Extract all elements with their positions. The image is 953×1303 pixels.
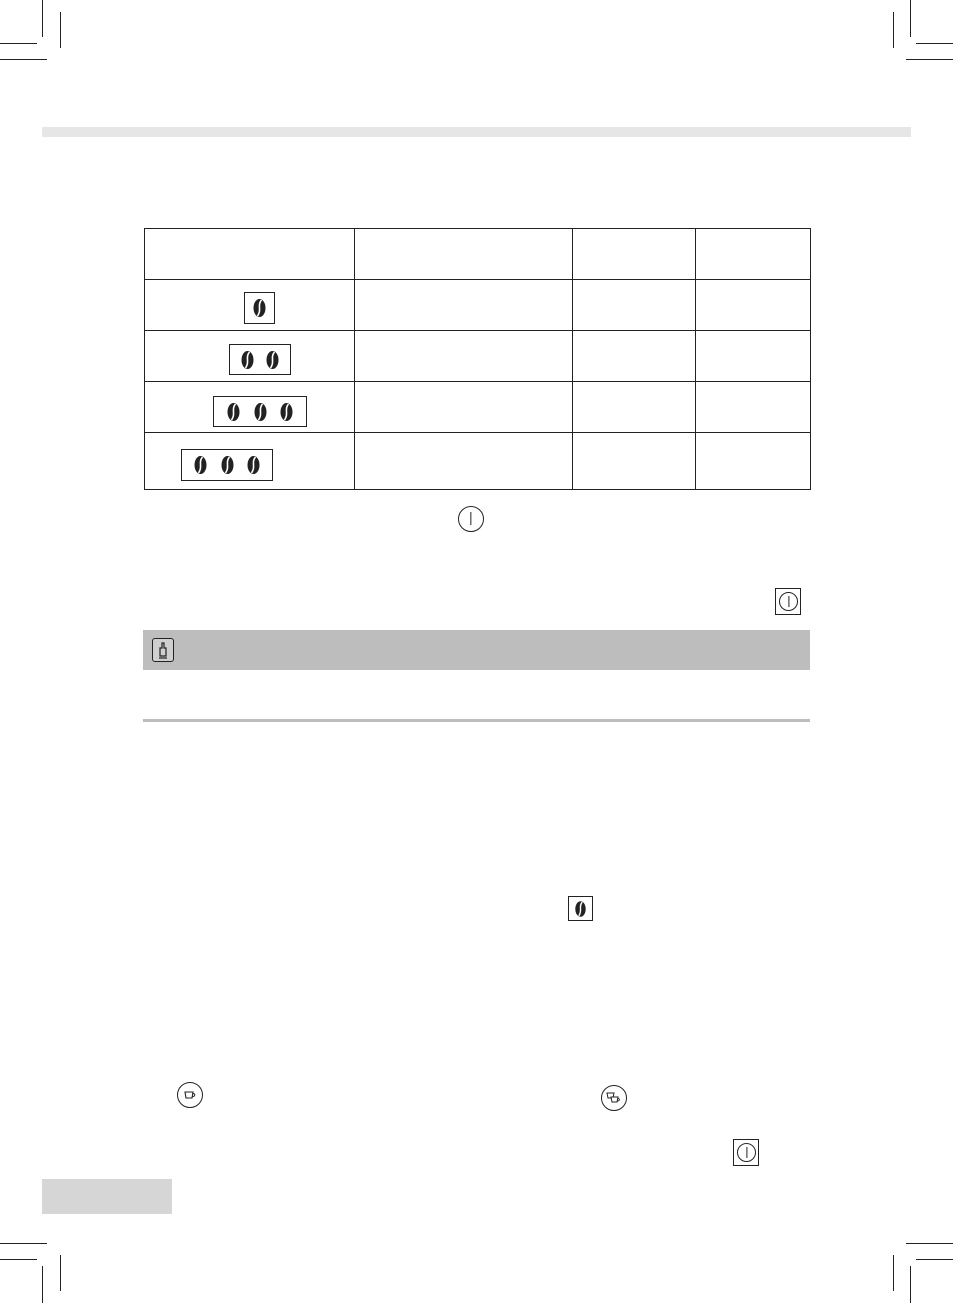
- table-cell: [696, 433, 811, 490]
- strength-cell: [145, 280, 355, 331]
- table-row: [145, 331, 811, 382]
- table-header-row: [145, 229, 811, 280]
- table-cell: [573, 280, 696, 331]
- table-cell: [355, 433, 573, 490]
- table-cell: [696, 382, 811, 433]
- strength-3-beans-icon: [213, 396, 307, 427]
- power-button-icon: [775, 588, 801, 615]
- table-cell: [355, 280, 573, 331]
- table-row: [145, 433, 811, 490]
- strength-table: [144, 228, 811, 490]
- coffee-bean-icon: [253, 402, 268, 422]
- table-header-cell: [355, 229, 573, 280]
- power-button-icon: [733, 1139, 759, 1166]
- strength-3-beans-alt-icon: [181, 449, 273, 481]
- coffee-bean-icon: [574, 900, 587, 918]
- coffee-bean-icon: [246, 455, 261, 475]
- table-header-cell: [573, 229, 696, 280]
- strength-cell: [145, 433, 355, 490]
- table-cell: [355, 382, 573, 433]
- bean-button-icon: [568, 896, 593, 921]
- header-bar: [42, 127, 911, 137]
- table-cell: [573, 433, 696, 490]
- table-row: [145, 382, 811, 433]
- strength-cell: [145, 331, 355, 382]
- power-icon: [458, 506, 484, 532]
- footer-page-box: [42, 1179, 172, 1214]
- table-cell: [573, 331, 696, 382]
- note-bar: [143, 630, 810, 670]
- strength-cell: [145, 382, 355, 433]
- table-row: [145, 280, 811, 331]
- coffee-bean-icon: [279, 402, 294, 422]
- table-cell: [355, 331, 573, 382]
- table-header-cell: [696, 229, 811, 280]
- coffee-bean-icon: [240, 350, 255, 370]
- coffee-bean-icon: [252, 298, 267, 318]
- coffee-bean-icon: [220, 455, 235, 475]
- table-cell: [573, 382, 696, 433]
- hand-note-icon: [152, 638, 174, 662]
- table-cell: [696, 331, 811, 382]
- strength-2-beans-icon: [229, 344, 291, 375]
- table-header-cell: [145, 229, 355, 280]
- coffee-bean-icon: [265, 350, 280, 370]
- coffee-bean-icon: [193, 455, 208, 475]
- coffee-bean-icon: [226, 402, 241, 422]
- section-divider: [143, 719, 810, 722]
- strength-1-bean-icon: [244, 292, 275, 324]
- table-cell: [696, 280, 811, 331]
- one-cup-icon: [177, 1082, 203, 1108]
- two-cups-icon: [601, 1085, 627, 1111]
